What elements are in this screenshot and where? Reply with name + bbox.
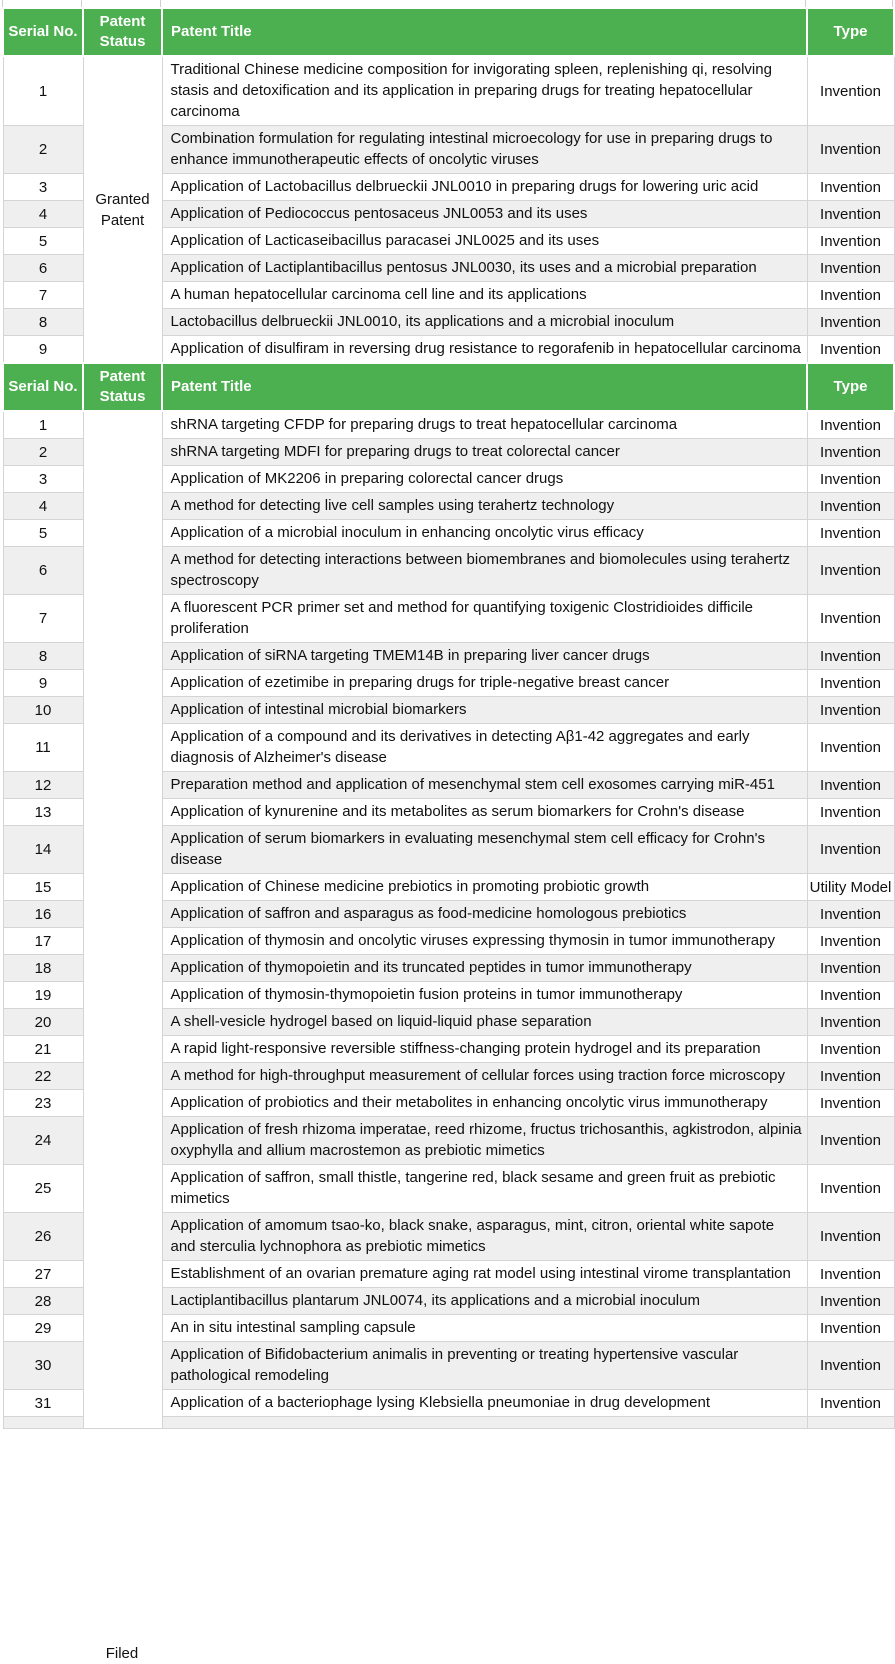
serial-cell: 27 (3, 1261, 83, 1288)
type-cell: Invention (807, 547, 894, 595)
type-cell: Invention (807, 595, 894, 643)
title-cell: Application of serum biomarkers in evaluating mesenchymal stem cell efficacy for Crohn's disease (162, 826, 807, 874)
serial-cell: 22 (3, 1063, 83, 1090)
serial-cell: 6 (3, 547, 83, 595)
serial-cell: 19 (3, 982, 83, 1009)
serial-cell: 13 (3, 799, 83, 826)
serial-cell: 2 (3, 126, 83, 174)
serial-cell: 4 (3, 201, 83, 228)
table-row (3, 56, 894, 126)
title-cell: Application of Lacticaseibacillus paracasei JNL0025 and its uses (162, 228, 807, 255)
title-cell: Application of a microbial inoculum in enhancing oncolytic virus efficacy (162, 520, 807, 547)
title-cell: Establishment of an ovarian premature aging rat model using intestinal virome transplantation (162, 1261, 807, 1288)
serial-cell: 25 (3, 1165, 83, 1213)
title-cell: Application of a compound and its derivatives in detecting Aβ1-42 aggregates and early diagnosis of Alzheimer's disease (162, 724, 807, 772)
type-cell: Invention (807, 670, 894, 697)
top-edge-sliver (2, 0, 894, 7)
title-cell: Lactiplantibacillus plantarum JNL0074, its applications and a microbial inoculum (162, 1288, 807, 1315)
serial-cell: 16 (3, 901, 83, 928)
type-cell: Invention (807, 1063, 894, 1090)
title-cell: Lactobacillus delbrueckii JNL0010, its applications and a microbial inoculum (162, 309, 807, 336)
status-cell: Granted Patent (83, 56, 162, 363)
title-cell: Application of thymosin and oncolytic viruses expressing thymosin in tumor immunotherapy (162, 928, 807, 955)
type-cell: Invention (807, 282, 894, 309)
title-cell: Application of Pediococcus pentosaceus JNL0053 and its uses (162, 201, 807, 228)
type-cell: Invention (807, 1342, 894, 1390)
column-header-patent-status: Patent Status (83, 8, 162, 56)
type-cell: Invention (807, 309, 894, 336)
title-cell: Application of siRNA targeting TMEM14B in preparing liver cancer drugs (162, 643, 807, 670)
top-sliver-title-cell (161, 0, 806, 7)
serial-cell: 10 (3, 697, 83, 724)
num-cell (3, 1417, 83, 1429)
status-cell (83, 411, 162, 1429)
title-cell: Traditional Chinese medicine composition for invigorating spleen, replenishing qi, resolving stasis and detoxification and its application in preparing drugs for treating hepatocellular carcinoma (162, 56, 807, 126)
title-cell: An in situ intestinal sampling capsule (162, 1315, 807, 1342)
type-cell: Invention (807, 1117, 894, 1165)
serial-cell: 3 (3, 174, 83, 201)
title-cell: Application of a bacteriophage lysing Klebsiella pneumoniae in drug development (162, 1390, 807, 1417)
patent-table (2, 7, 895, 1429)
serial-cell: 7 (3, 595, 83, 643)
serial-cell: 3 (3, 466, 83, 493)
title-cell: Application of intestinal microbial biomarkers (162, 697, 807, 724)
type-cell: Utility Model (807, 874, 894, 901)
serial-cell: 8 (3, 309, 83, 336)
table-row (3, 411, 894, 439)
serial-cell: 12 (3, 772, 83, 799)
serial-cell: 30 (3, 1342, 83, 1390)
serial-cell: 23 (3, 1090, 83, 1117)
title-cell: A method for detecting live cell samples using terahertz technology (162, 493, 807, 520)
type-cell: Invention (807, 697, 894, 724)
serial-cell: 20 (3, 1009, 83, 1036)
title-cell: Application of ezetimibe in preparing drugs for triple-negative breast cancer (162, 670, 807, 697)
serial-cell: 29 (3, 1315, 83, 1342)
type-cell: Invention (807, 1261, 894, 1288)
header-row (3, 8, 894, 56)
column-header-type: Type (807, 363, 894, 411)
serial-cell: 4 (3, 493, 83, 520)
serial-cell: 24 (3, 1117, 83, 1165)
serial-cell: 28 (3, 1288, 83, 1315)
type-cell: Invention (807, 643, 894, 670)
column-header-patent-title: Patent Title (162, 8, 807, 56)
column-header-serial-no: Serial No. (3, 8, 83, 56)
type-cell: Invention (807, 1036, 894, 1063)
type-cell: Invention (807, 228, 894, 255)
title-cell: A shell-vesicle hydrogel based on liquid-liquid phase separation (162, 1009, 807, 1036)
title-cell: Application of Lactiplantibacillus pentosus JNL0030, its uses and a microbial preparation (162, 255, 807, 282)
type-cell: Invention (807, 1165, 894, 1213)
top-sliver-status-cell (82, 0, 161, 7)
type-cell: Invention (807, 901, 894, 928)
type-cell: Invention (807, 201, 894, 228)
type-cell: Invention (807, 255, 894, 282)
type-cell: Invention (807, 1390, 894, 1417)
title-cell: A rapid light-responsive reversible stiffness-changing protein hydrogel and its preparation (162, 1036, 807, 1063)
title-cell: Application of Bifidobacterium animalis in preventing or treating hypertensive vascular pathological remodeling (162, 1342, 807, 1390)
serial-cell: 31 (3, 1390, 83, 1417)
column-header-patent-title: Patent Title (162, 363, 807, 411)
type-cell: Invention (807, 928, 894, 955)
serial-cell: 18 (3, 955, 83, 982)
top-sliver-serial-cell (2, 0, 82, 7)
title-cell: Application of saffron, small thistle, tangerine red, black sesame and green fruit as prebiotic mimetics (162, 1165, 807, 1213)
column-header-type: Type (807, 8, 894, 56)
title-cell: Application of thymosin-thymopoietin fusion proteins in tumor immunotherapy (162, 982, 807, 1009)
column-header-patent-status: Patent Status (83, 363, 162, 411)
type-cell: Invention (807, 1090, 894, 1117)
title-cell: A method for high-throughput measurement of cellular forces using traction force microscopy (162, 1063, 807, 1090)
serial-cell: 11 (3, 724, 83, 772)
top-sliver-type-cell (806, 0, 893, 7)
column-header-serial-no: Serial No. (3, 363, 83, 411)
serial-cell: 8 (3, 643, 83, 670)
serial-cell: 26 (3, 1213, 83, 1261)
serial-cell: 2 (3, 439, 83, 466)
serial-cell: 21 (3, 1036, 83, 1063)
type-cell: Invention (807, 520, 894, 547)
type-cell: Invention (807, 174, 894, 201)
title-cell: Application of kynurenine and its metabolites as serum biomarkers for Crohn's disease (162, 799, 807, 826)
serial-cell: 1 (3, 411, 83, 439)
title-cell: Preparation method and application of mesenchymal stem cell exosomes carrying miR-451 (162, 772, 807, 799)
title-cell: Application of Lactobacillus delbrueckii JNL0010 in preparing drugs for lowering uric acid (162, 174, 807, 201)
serial-cell: 9 (3, 670, 83, 697)
title-cell: Application of MK2206 in preparing colorectal cancer drugs (162, 466, 807, 493)
type-cell: Invention (807, 1315, 894, 1342)
serial-cell: 7 (3, 282, 83, 309)
type-cell: Invention (807, 56, 894, 126)
type-cell: Invention (807, 439, 894, 466)
serial-cell: 15 (3, 874, 83, 901)
title-cell: A method for detecting interactions between biomembranes and biomolecules using terahertz spectroscopy (162, 547, 807, 595)
serial-cell: 9 (3, 336, 83, 364)
serial-cell: 6 (3, 255, 83, 282)
header-row (3, 363, 894, 411)
type-cell: Invention (807, 982, 894, 1009)
serial-cell: 5 (3, 520, 83, 547)
type-cell: Invention (807, 411, 894, 439)
filed-status-label: Filed (105, 1645, 139, 1662)
title-cell: Application of thymopoietin and its truncated peptides in tumor immunotherapy (162, 955, 807, 982)
title-cell: A fluorescent PCR primer set and method for quantifying toxigenic Clostridioides difficile proliferation (162, 595, 807, 643)
title-cell: Application of probiotics and their metabolites in enhancing oncolytic virus immunotherapy (162, 1090, 807, 1117)
serial-cell: 14 (3, 826, 83, 874)
serial-cell: 5 (3, 228, 83, 255)
title-cell (162, 1417, 807, 1429)
type-cell: Invention (807, 493, 894, 520)
type-cell: Invention (807, 126, 894, 174)
title-cell: Application of disulfiram in reversing drug resistance to regorafenib in hepatocellular carcinoma (162, 336, 807, 364)
type-cell: Invention (807, 1009, 894, 1036)
type-cell (807, 1417, 894, 1429)
type-cell: Invention (807, 724, 894, 772)
title-cell: Application of amomum tsao-ko, black snake, asparagus, mint, citron, oriental white sapote and sterculia lychnophora as prebiotic mimetics (162, 1213, 807, 1261)
type-cell: Invention (807, 1288, 894, 1315)
type-cell: Invention (807, 1213, 894, 1261)
serial-cell: 1 (3, 56, 83, 126)
type-cell: Invention (807, 826, 894, 874)
type-cell: Invention (807, 336, 894, 364)
title-cell: Application of saffron and asparagus as food-medicine homologous prebiotics (162, 901, 807, 928)
title-cell: shRNA targeting CFDP for preparing drugs to treat hepatocellular carcinoma (162, 411, 807, 439)
title-cell: Combination formulation for regulating intestinal microecology for use in preparing drugs to enhance immunotherapeutic effects of oncolytic viruses (162, 126, 807, 174)
type-cell: Invention (807, 772, 894, 799)
serial-cell: 17 (3, 928, 83, 955)
title-cell: Application of Chinese medicine prebiotics in promoting probiotic growth (162, 874, 807, 901)
title-cell: A human hepatocellular carcinoma cell line and its applications (162, 282, 807, 309)
title-cell: Application of fresh rhizoma imperatae, reed rhizome, fructus trichosanthis, agkistrodon, alpinia oxyphylla and allium macrostemon as prebiotic mimetics (162, 1117, 807, 1165)
title-cell: shRNA targeting MDFI for preparing drugs to treat colorectal cancer (162, 439, 807, 466)
type-cell: Invention (807, 799, 894, 826)
type-cell: Invention (807, 466, 894, 493)
type-cell: Invention (807, 955, 894, 982)
